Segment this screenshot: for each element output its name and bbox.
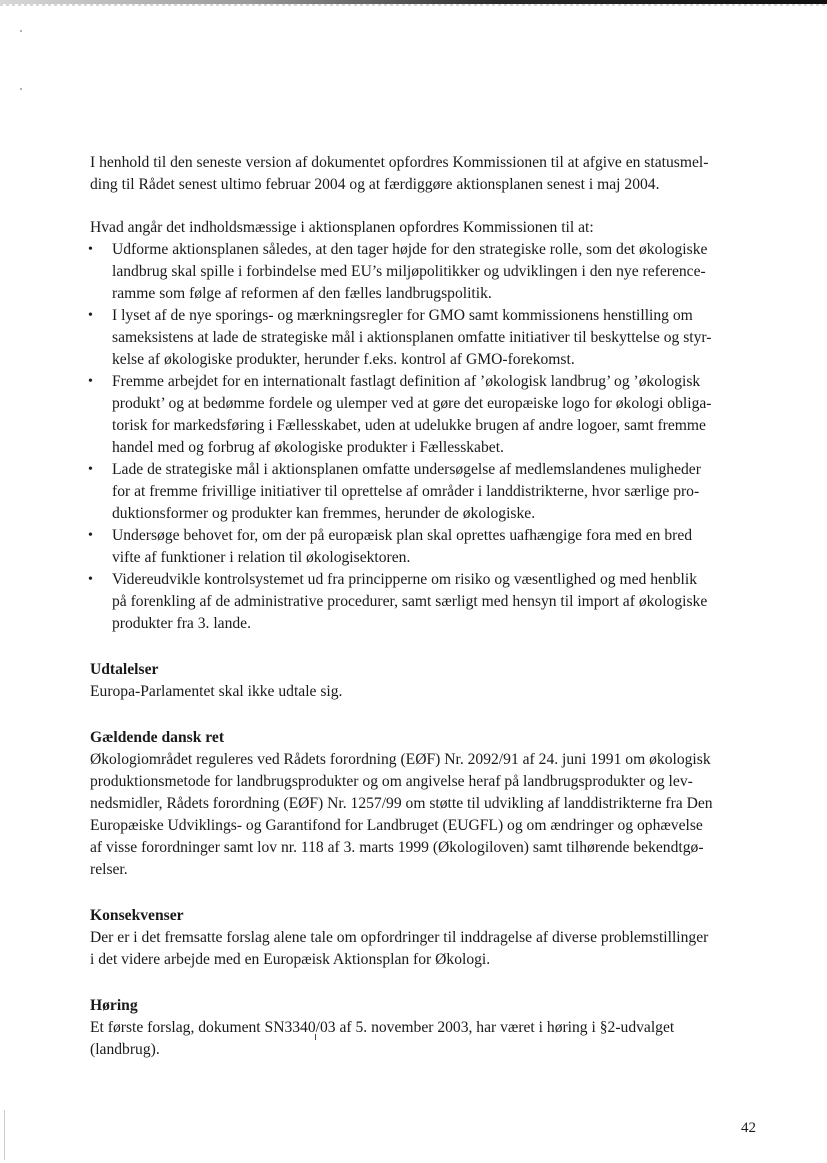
bullet-icon: •: [88, 242, 93, 257]
list-item-line: på forenkling af de administrative procedurer, samt særligt med hensyn til import af økologiske: [112, 593, 708, 610]
list-item-line: duktionsformer og produkter kan fremmes, herunder de økologiske.: [112, 505, 536, 522]
section-line: Et første forslag, dokument SN3340/03 af 5. november 2003, har været i høring i §2-udvalget: [90, 1019, 675, 1036]
section-gaeldende-dansk-ret: [90, 727, 762, 881]
document-body: [90, 152, 762, 1061]
section-line: (landbrug).: [90, 1041, 160, 1058]
scan-left-edge: [4, 1110, 5, 1160]
bullet-icon: •: [88, 572, 93, 587]
section-heading: Høring: [90, 997, 138, 1014]
list-item-line: ramme som følge af reformen af den fælles landbrugspolitik.: [112, 285, 492, 302]
list-item: [90, 459, 762, 525]
list-item: [90, 371, 762, 459]
section-text: [90, 927, 762, 971]
section-line: nedsmidler, Rådets forordning (EØF) Nr. 1257/99 om støtte til udvikling af landdistrikterne fra Den: [90, 795, 713, 812]
list-item-line: produkter fra 3. lande.: [112, 615, 251, 632]
list-item-line: Fremme arbejdet for en internationalt fastlagt definition af ’økologisk landbrug’ og ’økologisk: [112, 373, 701, 390]
section-line: relser.: [90, 861, 128, 878]
list-item-line: kelse af økologiske produkter, herunder f.eks. kontrol af GMO-forekomst.: [112, 351, 575, 368]
scan-speck: [20, 30, 22, 32]
section-line: Der er i det fremsatte forslag alene tale om opfordringer til inddragelse af diverse problemstillinger: [90, 929, 709, 946]
list-item-line: handel med og forbrug af økologiske produkter i Fællesskabet.: [112, 439, 504, 456]
section-heading: Gældende dansk ret: [90, 729, 225, 746]
section-text: [90, 749, 762, 881]
list-item-line: sameksistens at lade de strategiske mål i aktionsplanen omfatte initiativer til beskyttelse og styr-: [112, 329, 712, 346]
section-line: produktionsmetode for landbrugsprodukter og om angivelse heraf på landbrugsprodukter og lev-: [90, 773, 693, 790]
section-udtalelser: [90, 659, 762, 703]
list-item-line: torisk for markedsføring i Fællesskabet, uden at udelukke brugen af andre logoer, samt fremme: [112, 417, 706, 434]
scan-top-border-dither: [0, 4, 827, 6]
bullet-icon: •: [88, 462, 93, 477]
content-intro: Hvad angår det indholdsmæssige i aktionsplanen opfordres Kommissionen til at:: [90, 219, 594, 236]
intro-paragraph: [90, 152, 762, 196]
list-item-line: Videreudvikle kontrolsystemet ud fra principperne om risiko og væsentlighed og med henblik: [112, 571, 698, 588]
list-item-line: for at fremme frivillige initiativer til oprettelse af områder i landdistrikterne, hvor særlige pro-: [112, 483, 700, 500]
list-item-line: Lade de strategiske mål i aktionsplanen omfatte undersøgelse af medlemslandenes muligheder: [112, 461, 701, 478]
section-text: [90, 1017, 762, 1061]
section-heading: Konsekvenser: [90, 907, 184, 924]
bullet-icon: •: [88, 528, 93, 543]
list-item-line: Udforme aktionsplanen således, at den tager højde for den strategiske rolle, som det økologiske: [112, 241, 708, 258]
list-item-line: I lyset af de nye sporings- og mærkningsregler for GMO samt kommissionens henstilling om: [112, 307, 693, 324]
intro-line: ding til Rådet senest ultimo februar 2004 og at færdiggøre aktionsplanen senest i maj 2004.: [90, 176, 660, 193]
section-heading: Udtalelser: [90, 661, 159, 678]
list-item-line: Undersøge behovet for, om der på europæisk plan skal oprettes uafhængige fora med en bred: [112, 527, 693, 544]
list-item-line: vifte af funktioner i relation til økologisektoren.: [112, 549, 411, 566]
section-line: af visse forordninger samt lov nr. 118 af 3. marts 1999 (Økologiloven) samt tilhørende bekendtgø-: [90, 839, 704, 856]
bullet-icon: •: [88, 374, 93, 389]
section-konsekvenser: [90, 905, 762, 971]
recommendation-list: [90, 239, 762, 635]
list-item-line: landbrug skal spille i forbindelse med EU’s miljøpolitikker og udviklingen i den nye reference-: [112, 263, 706, 280]
list-item-line: produkt’ og at bedømme fordele og ulemper ved at gøre det europæiske logo for økologi obliga-: [112, 395, 712, 412]
page-number: 42: [741, 1120, 756, 1136]
bullet-icon: •: [88, 308, 93, 323]
list-item: [90, 305, 762, 371]
list-item: [90, 239, 762, 305]
section-horing: [90, 995, 762, 1061]
section-line: Europæiske Udviklings- og Garantifond for Landbruget (EUGFL) og om ændringer og ophævelse: [90, 817, 703, 834]
section-line: Økologiområdet reguleres ved Rådets forordning (EØF) Nr. 2092/91 af 24. juni 1991 om økologisk: [90, 751, 711, 768]
section-line: i det videre arbejde med en Europæisk Aktionsplan for Økologi.: [90, 951, 491, 968]
list-item: [90, 569, 762, 635]
intro-line: I henhold til den seneste version af dokumentet opfordres Kommissionen til at afgive en statusmel-: [90, 154, 709, 171]
list-item: [90, 525, 762, 569]
section-text: Europa-Parlamentet skal ikke udtale sig.: [90, 683, 343, 700]
scan-speck: [20, 88, 22, 90]
